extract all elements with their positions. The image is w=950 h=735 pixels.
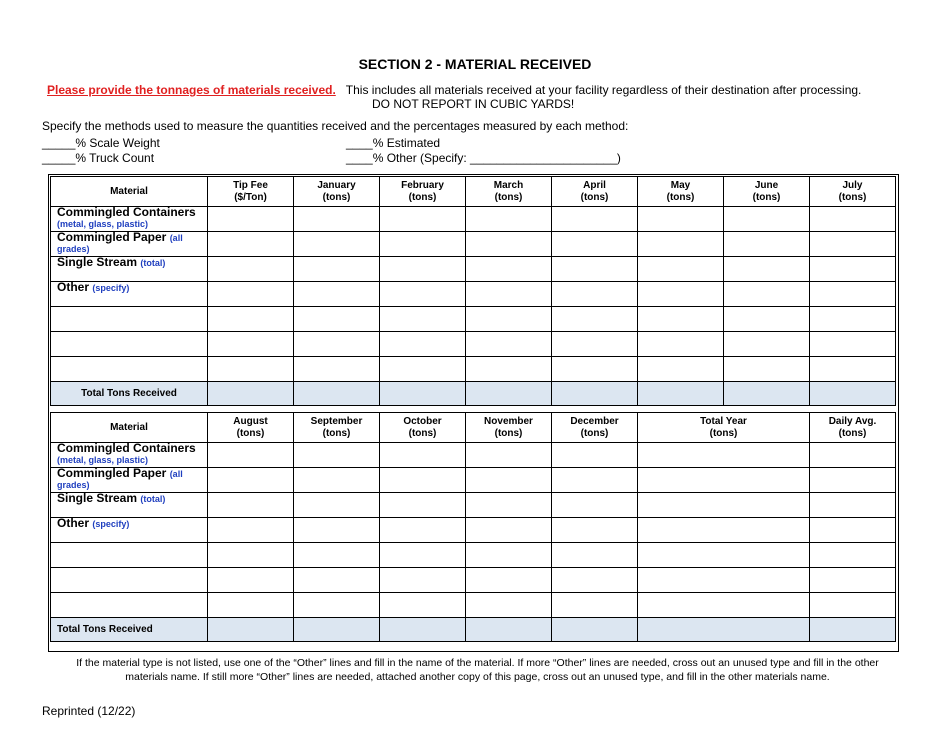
instruction-line-2: DO NOT REPORT IN CUBIC YARDS! <box>372 97 575 111</box>
tonnage-input-cell[interactable] <box>208 232 294 257</box>
tonnage-input-cell[interactable] <box>380 257 466 282</box>
material-note: (metal, glass, plastic) <box>57 219 149 229</box>
table-row <box>51 357 896 382</box>
tonnage-input-cell[interactable] <box>380 443 466 468</box>
tonnage-input-cell[interactable] <box>380 493 466 518</box>
tonnage-input-cell[interactable] <box>466 593 552 618</box>
material-name: Single Stream <box>57 255 141 269</box>
total-input-cell[interactable] <box>638 382 724 406</box>
tonnage-input-cell[interactable] <box>552 493 638 518</box>
total-row <box>51 618 896 642</box>
tonnage-input-cell[interactable] <box>294 468 380 493</box>
tonnage-input-cell[interactable] <box>380 282 466 307</box>
material-label <box>51 518 208 543</box>
tonnage-input-cell[interactable] <box>638 207 724 232</box>
material-name: Commingled Paper <box>57 466 170 480</box>
tonnage-input-cell[interactable] <box>380 593 466 618</box>
tonnage-input-cell[interactable] <box>810 493 896 518</box>
material-label <box>51 257 208 282</box>
total-input-cell[interactable] <box>294 618 380 642</box>
tonnage-input-cell[interactable] <box>552 593 638 618</box>
header-cell: Daily Avg. (tons) <box>810 413 896 443</box>
tonnage-input-cell[interactable] <box>724 357 810 382</box>
tonnage-input-cell[interactable] <box>552 443 638 468</box>
tonnage-input-cell[interactable] <box>638 257 724 282</box>
tonnage-input-cell[interactable] <box>380 568 466 593</box>
table-row <box>51 282 896 307</box>
tonnage-input-cell[interactable] <box>208 593 294 618</box>
tonnage-input-cell[interactable] <box>208 468 294 493</box>
tonnage-input-cell[interactable] <box>638 543 810 568</box>
tonnage-input-cell[interactable] <box>466 232 552 257</box>
tonnage-input-cell[interactable] <box>810 593 896 618</box>
tonnage-input-cell[interactable] <box>638 518 810 543</box>
tonnage-input-cell[interactable] <box>294 257 380 282</box>
tonnage-input-cell[interactable] <box>466 357 552 382</box>
total-input-cell[interactable] <box>810 382 896 406</box>
table-header-row <box>51 413 896 443</box>
tonnage-input-cell[interactable] <box>810 468 896 493</box>
material-note: (all grades) <box>57 469 183 490</box>
tonnage-input-cell[interactable] <box>466 468 552 493</box>
tonnage-input-cell[interactable] <box>810 518 896 543</box>
method-scale-weight[interactable]: _____% Scale Weight <box>42 136 160 150</box>
tonnage-input-cell[interactable] <box>380 307 466 332</box>
tonnage-input-cell[interactable] <box>208 307 294 332</box>
tonnage-input-cell[interactable] <box>724 207 810 232</box>
tonnage-input-cell[interactable] <box>724 282 810 307</box>
header-cell: April (tons) <box>552 177 638 207</box>
reprinted-date: Reprinted (12/22) <box>42 704 136 718</box>
tonnage-input-cell[interactable] <box>810 443 896 468</box>
table-row <box>51 543 896 568</box>
tonnage-input-cell[interactable] <box>638 443 810 468</box>
total-input-cell[interactable] <box>294 382 380 406</box>
material-table-aug-dec <box>50 412 896 642</box>
tonnage-input-cell[interactable] <box>294 207 380 232</box>
material-note: (total) <box>140 494 166 504</box>
tonnage-input-cell[interactable] <box>810 307 896 332</box>
tonnage-input-cell[interactable] <box>552 257 638 282</box>
material-note: (specify) <box>92 283 130 293</box>
table-row <box>51 207 896 232</box>
instructions <box>47 83 907 111</box>
tonnage-input-cell[interactable] <box>294 443 380 468</box>
header-cell: June (tons) <box>724 177 810 207</box>
tonnage-input-cell[interactable] <box>466 568 552 593</box>
material-note: (metal, glass, plastic) <box>57 455 149 465</box>
tonnage-input-cell[interactable] <box>208 282 294 307</box>
tonnage-input-cell[interactable] <box>466 307 552 332</box>
table-row <box>51 518 896 543</box>
material-label <box>51 468 208 493</box>
header-cell: July (tons) <box>810 177 896 207</box>
table-row <box>51 257 896 282</box>
total-input-cell[interactable] <box>380 618 466 642</box>
header-cell: March (tons) <box>466 177 552 207</box>
method-estimated[interactable]: ____% Estimated <box>346 136 441 150</box>
tonnage-input-cell[interactable] <box>638 493 810 518</box>
material-name: Other <box>57 516 93 530</box>
tonnage-input-cell[interactable] <box>638 282 724 307</box>
material-label <box>51 443 208 468</box>
tonnage-input-cell[interactable] <box>552 232 638 257</box>
tonnage-input-cell[interactable] <box>294 518 380 543</box>
material-name: Commingled Paper <box>57 230 170 244</box>
instruction-line-1: This includes all materials received at your facility regardless of their destination after processing. <box>345 83 862 97</box>
tonnage-input-cell[interactable] <box>810 543 896 568</box>
total-input-cell[interactable] <box>724 382 810 406</box>
tonnage-input-cell[interactable] <box>638 357 724 382</box>
header-cell: December (tons) <box>552 413 638 443</box>
tonnage-input-cell[interactable] <box>208 332 294 357</box>
table-header-row <box>51 177 896 207</box>
tonnage-input-cell[interactable] <box>552 282 638 307</box>
tonnage-input-cell[interactable] <box>294 543 380 568</box>
material-name: Commingled Containers <box>57 205 196 219</box>
methods-intro: Specify the methods used to measure the quantities received and the percentages measured by each method: <box>42 119 629 133</box>
table-row <box>51 468 896 493</box>
total-input-cell[interactable] <box>552 382 638 406</box>
total-label: Total Tons Received <box>51 382 208 406</box>
header-cell: August (tons) <box>208 413 294 443</box>
header-cell: September (tons) <box>294 413 380 443</box>
tonnage-input-cell[interactable] <box>638 332 724 357</box>
tonnage-input-cell[interactable] <box>294 357 380 382</box>
total-label: Total Tons Received <box>51 618 208 642</box>
tonnage-input-cell[interactable] <box>724 332 810 357</box>
tonnage-input-cell[interactable] <box>294 232 380 257</box>
material-name: Commingled Containers <box>57 441 196 455</box>
tonnage-input-cell[interactable] <box>552 207 638 232</box>
tonnage-input-cell[interactable] <box>380 232 466 257</box>
tonnage-input-cell[interactable] <box>810 257 896 282</box>
header-cell: Tip Fee ($/Ton) <box>208 177 294 207</box>
material-label <box>51 232 208 257</box>
tonnage-input-cell[interactable] <box>466 543 552 568</box>
material-label[interactable] <box>51 357 208 382</box>
method-truck-count[interactable]: _____% Truck Count <box>42 151 155 165</box>
tonnage-input-cell[interactable] <box>724 307 810 332</box>
table-row <box>51 232 896 257</box>
total-input-cell[interactable] <box>810 618 896 642</box>
header-cell: January (tons) <box>294 177 380 207</box>
tonnage-input-cell[interactable] <box>208 568 294 593</box>
tonnage-input-cell[interactable] <box>638 232 724 257</box>
tonnage-input-cell[interactable] <box>810 332 896 357</box>
tonnage-input-cell[interactable] <box>294 282 380 307</box>
total-input-cell[interactable] <box>466 382 552 406</box>
tonnage-input-cell[interactable] <box>380 332 466 357</box>
total-input-cell[interactable] <box>380 382 466 406</box>
tonnage-input-cell[interactable] <box>208 518 294 543</box>
tonnage-input-cell[interactable] <box>380 468 466 493</box>
header-cell: Total Year (tons) <box>638 413 810 443</box>
tonnage-input-cell[interactable] <box>552 307 638 332</box>
material-name: Single Stream <box>57 491 141 505</box>
tonnage-input-cell[interactable] <box>638 468 810 493</box>
tonnage-input-cell[interactable] <box>638 593 810 618</box>
header-cell: Material <box>51 413 208 443</box>
tonnage-input-cell[interactable] <box>552 468 638 493</box>
tonnage-input-cell[interactable] <box>466 332 552 357</box>
tonnage-input-cell[interactable] <box>552 518 638 543</box>
tonnage-input-cell[interactable] <box>208 543 294 568</box>
tonnage-input-cell[interactable] <box>552 543 638 568</box>
material-table-jan-jul <box>50 176 896 406</box>
table-row <box>51 568 896 593</box>
tonnage-input-cell[interactable] <box>810 232 896 257</box>
header-cell: Material <box>51 177 208 207</box>
tonnage-input-cell[interactable] <box>380 543 466 568</box>
warning-text: Please provide the tonnages of materials received. <box>47 83 336 97</box>
table-row <box>51 332 896 357</box>
page-title: SECTION 2 - MATERIAL RECEIVED <box>358 56 592 72</box>
header-cell: February (tons) <box>380 177 466 207</box>
tonnage-input-cell[interactable] <box>466 257 552 282</box>
tonnage-input-cell[interactable] <box>810 207 896 232</box>
tonnage-input-cell[interactable] <box>466 282 552 307</box>
material-label[interactable] <box>51 568 208 593</box>
tonnage-input-cell[interactable] <box>810 568 896 593</box>
material-name: Other <box>57 280 93 294</box>
total-input-cell[interactable] <box>208 382 294 406</box>
material-label <box>51 207 208 232</box>
tonnage-input-cell[interactable] <box>380 518 466 543</box>
tonnage-input-cell[interactable] <box>810 282 896 307</box>
tonnage-input-cell[interactable] <box>638 307 724 332</box>
total-input-cell[interactable] <box>208 618 294 642</box>
tonnage-input-cell[interactable] <box>466 493 552 518</box>
tonnage-input-cell[interactable] <box>552 357 638 382</box>
tonnage-input-cell[interactable] <box>552 332 638 357</box>
tonnage-input-cell[interactable] <box>294 332 380 357</box>
total-row <box>51 382 896 406</box>
tonnage-input-cell[interactable] <box>294 493 380 518</box>
material-note: (total) <box>140 258 166 268</box>
tonnage-input-cell[interactable] <box>208 493 294 518</box>
tonnage-input-cell[interactable] <box>638 568 810 593</box>
material-label <box>51 282 208 307</box>
tonnage-input-cell[interactable] <box>724 232 810 257</box>
tonnage-input-cell[interactable] <box>380 357 466 382</box>
footer-note: If the material type is not listed, use one of the “Other” lines and fill in the name of the material. If more “Other” lines are needed, cross out an unused type and fill in the other materials name. If still more “Other” lines are needed, attached another copy of this page, cross out an unused type, and fill in the other materials name. <box>76 657 879 683</box>
tonnage-input-cell[interactable] <box>466 518 552 543</box>
tonnage-input-cell[interactable] <box>810 357 896 382</box>
tonnage-input-cell[interactable] <box>724 257 810 282</box>
method-other[interactable]: ____% Other (Specify: ______________________) <box>346 151 621 165</box>
total-input-cell[interactable] <box>552 618 638 642</box>
material-note: (specify) <box>92 519 130 529</box>
table-row <box>51 443 896 468</box>
header-cell: November (tons) <box>466 413 552 443</box>
material-label[interactable] <box>51 307 208 332</box>
table-row <box>51 493 896 518</box>
tonnage-input-cell[interactable] <box>466 207 552 232</box>
material-label[interactable] <box>51 593 208 618</box>
tonnage-input-cell[interactable] <box>208 443 294 468</box>
tonnage-input-cell[interactable] <box>208 207 294 232</box>
tonnage-input-cell[interactable] <box>552 568 638 593</box>
total-input-cell[interactable] <box>466 618 552 642</box>
tonnage-input-cell[interactable] <box>380 207 466 232</box>
header-cell: October (tons) <box>380 413 466 443</box>
material-note: (all grades) <box>57 233 183 254</box>
header-cell: May (tons) <box>638 177 724 207</box>
material-label[interactable] <box>51 332 208 357</box>
tonnage-input-cell[interactable] <box>294 307 380 332</box>
material-label[interactable] <box>51 543 208 568</box>
total-input-cell[interactable] <box>638 618 810 642</box>
material-label <box>51 493 208 518</box>
tonnage-input-cell[interactable] <box>208 257 294 282</box>
tonnage-input-cell[interactable] <box>208 357 294 382</box>
table-row <box>51 307 896 332</box>
tonnage-input-cell[interactable] <box>294 568 380 593</box>
tonnage-input-cell[interactable] <box>294 593 380 618</box>
table-row <box>51 593 896 618</box>
tonnage-input-cell[interactable] <box>466 443 552 468</box>
